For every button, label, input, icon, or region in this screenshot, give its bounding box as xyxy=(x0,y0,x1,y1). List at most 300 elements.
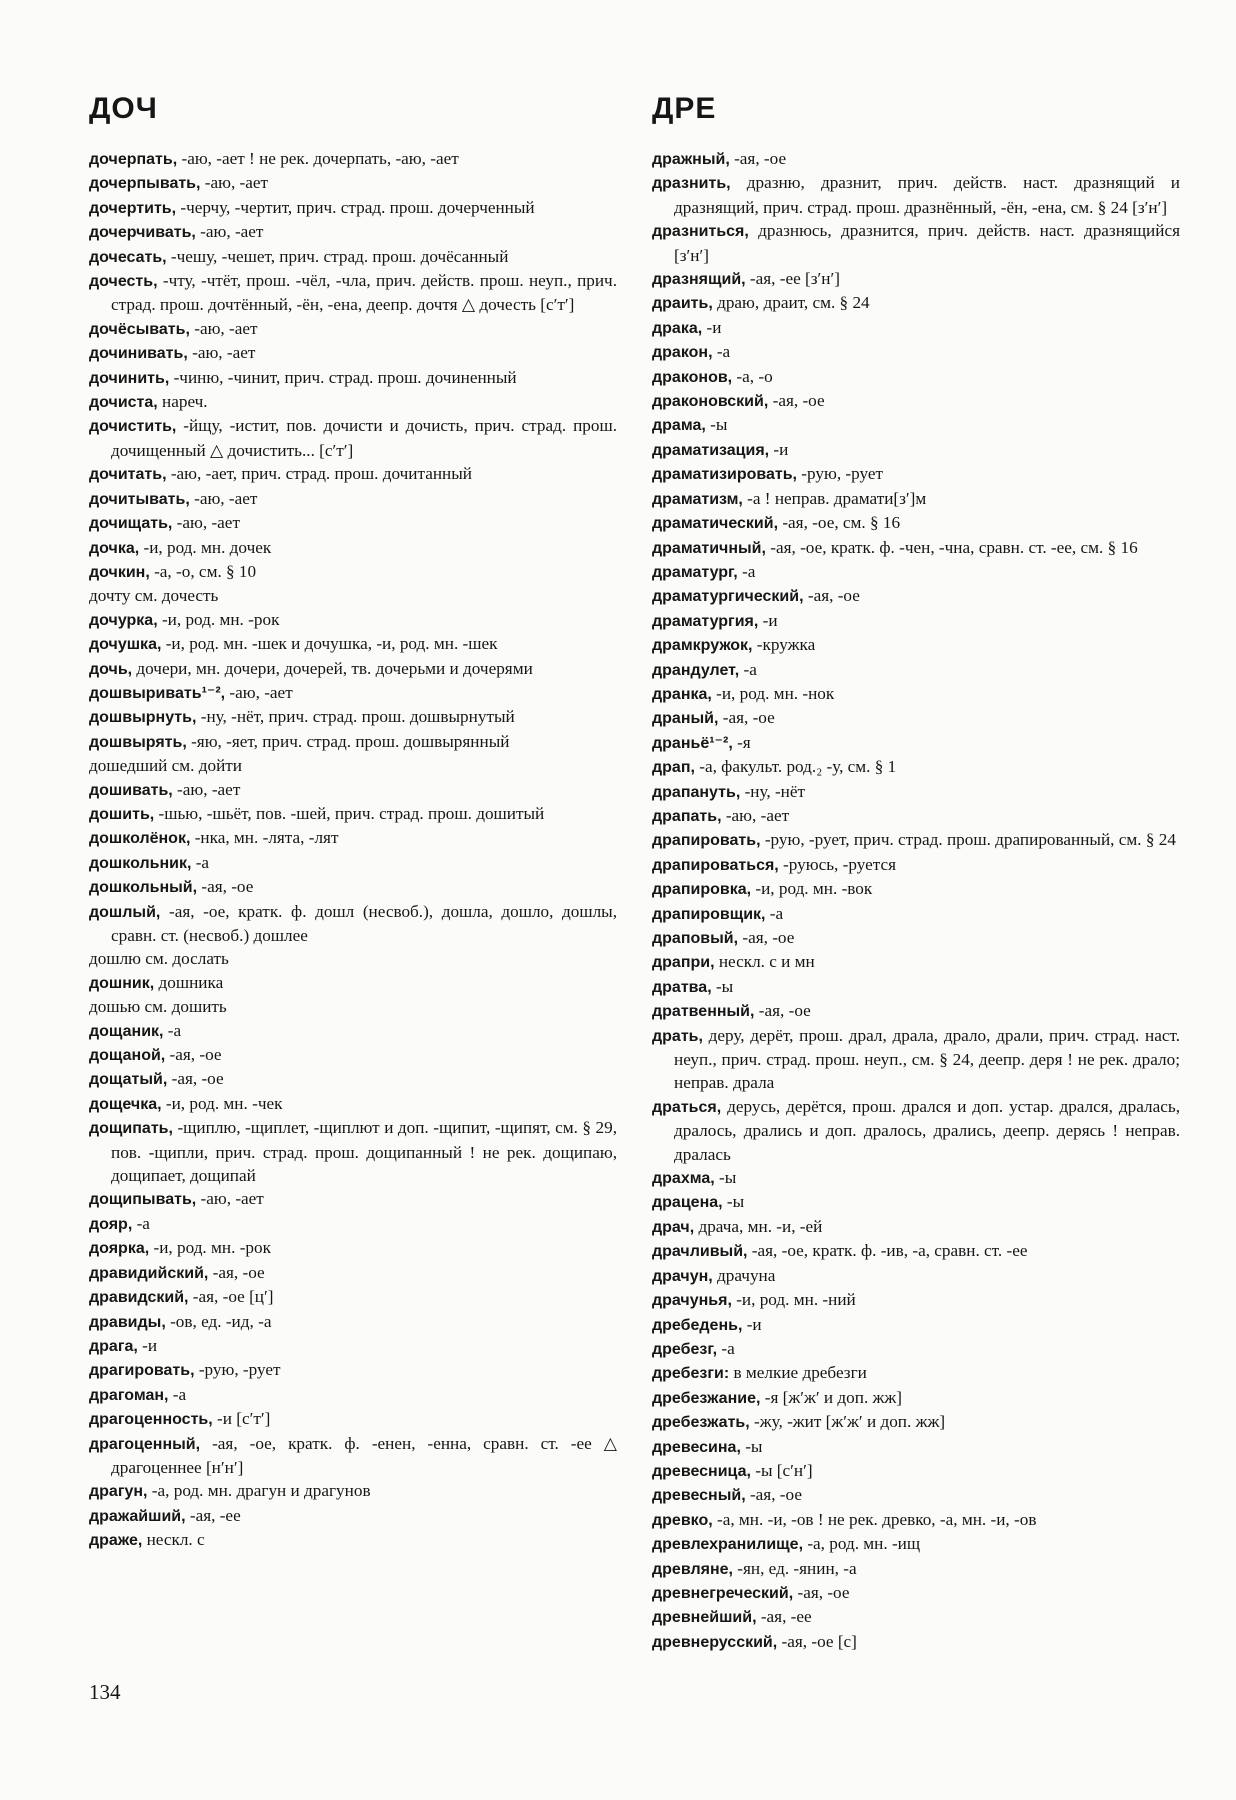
dictionary-entry xyxy=(89,1358,617,1382)
dictionary-entry xyxy=(652,438,1180,462)
entry-text: -ая, -ое [цʹ] xyxy=(188,1287,274,1307)
dictionary-entry xyxy=(652,1630,1180,1654)
entry-text: драчуна xyxy=(712,1265,776,1285)
entry-text: -а xyxy=(168,1384,187,1404)
dictionary-entry xyxy=(652,1239,1180,1263)
entry-text: -ы [сʹнʹ] xyxy=(750,1460,813,1480)
dictionary-entry xyxy=(652,487,1180,511)
entry-text: -и xyxy=(769,439,789,459)
entry-text: -ая, -ое, кратк. ф. дошл (несвоб.), дошла, дошло, дошлы, сравн. ст. (несвоб.) дошлее xyxy=(111,901,617,945)
dictionary-entry xyxy=(652,389,1180,413)
entry-headword: дочёсывать, xyxy=(89,320,190,338)
dictionary-entry xyxy=(89,1479,617,1503)
entry-headword: драматизировать, xyxy=(652,466,797,484)
dictionary-entry xyxy=(89,632,617,656)
dictionary-entry xyxy=(652,926,1180,950)
entry-headword: драч, xyxy=(652,1218,695,1236)
entry-headword: дочь, xyxy=(89,660,133,678)
dictionary-entry xyxy=(652,340,1180,364)
entry-headword: драхма, xyxy=(652,1170,715,1188)
dictionary-entry xyxy=(89,900,617,948)
entry-text: -ая, -ое, кратк. ф. -енен, -енна, сравн. ст. -ее △ драгоценнее [нʹнʹ] xyxy=(111,1433,617,1477)
entry-text: деру, дерёт, прош. драл, драла, драло, драли, прич. страд. наст. неуп., прич. страд. прош. неуп., см. § 24, деепр. деря ! не рек. драло; неправ. драла xyxy=(674,1025,1180,1093)
entry-text: -аю, -ает xyxy=(172,779,241,799)
entry-headword: драться, xyxy=(652,1098,722,1116)
entry-text: -ая, -ое xyxy=(745,1485,802,1505)
dictionary-entry xyxy=(89,608,617,632)
entry-headword: драпировка, xyxy=(652,881,752,899)
dictionary-entry xyxy=(89,875,617,899)
dictionary-entry xyxy=(89,147,617,171)
dictionary-entry xyxy=(652,316,1180,340)
entry-text: -черчу, -чертит, прич. страд. прош. дочерченный xyxy=(176,197,535,217)
dictionary-entry xyxy=(652,682,1180,706)
dictionary-entry xyxy=(89,196,617,220)
dictionary-entry xyxy=(652,171,1180,219)
entry-text: -рую, -рует, прич. страд. прош. драпированный, см. § 24 xyxy=(760,830,1176,850)
dictionary-entry xyxy=(652,1361,1180,1385)
entry-headword: дочушка, xyxy=(89,636,162,654)
entry-text: дочери, мн. дочери, дочерей, тв. дочерьми и дочерями xyxy=(132,658,533,678)
dictionary-entry xyxy=(89,826,617,850)
dictionary-entry xyxy=(89,1261,617,1285)
entry-headword: драка, xyxy=(652,319,703,337)
entry-headword: драп, xyxy=(652,759,695,777)
entry-headword: дражайший, xyxy=(89,1507,186,1525)
entry-text: -а, мн. -и, -ов ! не рек. древко, -а, мн. -и, -ов xyxy=(712,1509,1037,1529)
entry-headword: доярка, xyxy=(89,1240,150,1258)
entry-text: -а, факульт. род.₂ -у, см. § 1 xyxy=(694,757,897,777)
dictionary-entry xyxy=(652,853,1180,877)
entry-headword: дребезжать, xyxy=(652,1414,750,1432)
entry-text: -ая, -ое xyxy=(738,928,795,947)
entry-headword: драконов, xyxy=(652,368,733,386)
entry-text: -нка, мн. -лята, -лят xyxy=(190,828,339,848)
entry-headword: драньё¹⁻², xyxy=(652,734,733,752)
entry-headword: дратва, xyxy=(652,978,712,996)
dictionary-entry xyxy=(89,754,617,777)
dictionary-entry xyxy=(652,877,1180,901)
dictionary-entry xyxy=(652,706,1180,730)
entry-headword: драма, xyxy=(652,417,706,435)
entry-text: -и, род. мн. дочек xyxy=(139,537,272,557)
entry-headword: дочертить, xyxy=(89,199,177,217)
entry-headword: дребезжание, xyxy=(652,1389,761,1407)
entry-headword: дратвенный, xyxy=(652,1003,755,1021)
entry-text: -ая, -ее [зʹнʹ] xyxy=(745,269,840,289)
entry-headword: дошник, xyxy=(89,974,155,992)
entry-headword: драчун, xyxy=(652,1267,713,1285)
entry-headword: дочищать, xyxy=(89,515,173,533)
entry-headword: дравиды, xyxy=(89,1313,166,1331)
entry-headword: древесина, xyxy=(652,1438,741,1456)
entry-headword: драцена, xyxy=(652,1194,723,1212)
entry-text: -ая, -ое xyxy=(167,1069,224,1089)
entry-headword: дощипывать, xyxy=(89,1191,197,1209)
dictionary-entry xyxy=(652,633,1180,657)
entry-text: -я xyxy=(732,732,751,752)
dictionary-entry xyxy=(652,731,1180,755)
entry-headword: драпать, xyxy=(652,807,722,825)
page-header-right: ДРЕ xyxy=(652,92,717,125)
entry-headword: дощаник, xyxy=(89,1022,164,1040)
entry-headword: дошить, xyxy=(89,805,155,823)
dictionary-entry xyxy=(89,730,617,754)
entry-text: -а xyxy=(765,903,784,923)
dictionary-column-right xyxy=(652,147,1180,1654)
dictionary-entry xyxy=(652,1508,1180,1532)
entry-text: дошью см. дошить xyxy=(89,997,227,1017)
dictionary-entry xyxy=(89,414,617,462)
dictionary-entry xyxy=(89,1407,617,1431)
entry-headword: дочка, xyxy=(89,539,140,557)
entry-text: -аю, -ает xyxy=(195,222,264,242)
dictionary-entry xyxy=(652,658,1180,682)
entry-text: -и xyxy=(742,1314,762,1334)
entry-headword: дочкин, xyxy=(89,563,150,581)
entry-text: -рую, -рует xyxy=(194,1360,281,1380)
entry-text: нескл. с xyxy=(142,1530,205,1550)
dictionary-entry xyxy=(652,1337,1180,1361)
page-header-left: ДОЧ xyxy=(89,92,158,125)
entry-headword: дошвыривать¹⁻², xyxy=(89,684,226,702)
dictionary-entry xyxy=(89,947,617,970)
dictionary-entry xyxy=(89,1528,617,1552)
dictionary-entry xyxy=(89,366,617,390)
dictionary-entry xyxy=(652,219,1180,267)
entry-headword: дочурка, xyxy=(89,611,158,629)
dictionary-entry xyxy=(89,487,617,511)
entry-headword: драный, xyxy=(652,710,719,728)
entry-text: -аю, -ает ! не рек. дочерпать, -аю, -ает xyxy=(177,149,459,168)
dictionary-entry xyxy=(89,390,617,414)
entry-text: -ы xyxy=(705,415,728,435)
entry-headword: драпировщик, xyxy=(652,905,766,923)
entry-headword: дранка, xyxy=(652,685,712,703)
entry-text: -ая, -ое, кратк. ф. -ив, -а, сравн. ст. -ее xyxy=(747,1241,1028,1261)
entry-text: -а xyxy=(717,1338,735,1358)
dictionary-entry xyxy=(652,804,1180,828)
dictionary-entry xyxy=(89,511,617,535)
dictionary-entry xyxy=(89,341,617,365)
dictionary-entry xyxy=(89,1334,617,1358)
entry-headword: драповый, xyxy=(652,930,739,947)
entry-headword: дребезги: xyxy=(652,1365,730,1383)
entry-headword: дребедень, xyxy=(652,1316,743,1334)
entry-text: -ая, -ое xyxy=(165,1045,222,1065)
entry-headword: древляне, xyxy=(652,1560,733,1578)
entry-text: -ну, -нёт xyxy=(740,781,806,801)
entry-headword: драчливый, xyxy=(652,1243,748,1261)
entry-text: -а xyxy=(739,659,757,679)
entry-headword: дочитывать, xyxy=(89,490,190,508)
dictionary-entry xyxy=(89,584,617,607)
dictionary-entry xyxy=(652,780,1180,804)
entry-headword: дравидийский, xyxy=(89,1264,209,1282)
entry-text: -ая, -ое xyxy=(768,391,825,411)
entry-headword: драть, xyxy=(652,1027,703,1045)
entry-text: дразнюсь, дразнится, прич. действ. наст. дразнящийся [зʹнʹ] xyxy=(674,221,1180,265)
entry-text: -аю, -ает xyxy=(189,318,258,338)
dictionary-entry xyxy=(89,995,617,1018)
entry-headword: дояр, xyxy=(89,1215,133,1233)
entry-headword: дражный, xyxy=(652,151,730,168)
entry-headword: дошлый, xyxy=(89,903,161,921)
dictionary-entry xyxy=(652,999,1180,1023)
dictionary-entry xyxy=(652,1095,1180,1166)
entry-text: -кружка xyxy=(752,635,816,655)
dictionary-entry xyxy=(89,1383,617,1407)
entry-headword: драить, xyxy=(652,295,713,313)
entry-text: -ы xyxy=(714,1168,737,1188)
entry-headword: дочерчивать, xyxy=(89,224,196,242)
entry-text: -чту, -чтёт, прош. -чёл, -чла, прич. действ. прош. неуп., прич. страд. прош. дочтённый, -ён, -ена, деепр. дочтя △ дочесть [сʹтʹ] xyxy=(111,271,617,315)
entry-text: -и [сʹтʹ] xyxy=(212,1409,271,1429)
dictionary-entry xyxy=(89,1310,617,1334)
entry-text: нескл. с и мн xyxy=(714,952,815,972)
entry-headword: дошвырнуть, xyxy=(89,709,197,727)
dictionary-entry xyxy=(652,511,1180,535)
dictionary-entry xyxy=(89,705,617,729)
dictionary-entry xyxy=(652,755,1180,779)
entry-headword: драндулет, xyxy=(652,661,740,679)
dictionary-entry xyxy=(652,1557,1180,1581)
entry-text: -шью, -шьёт, пов. -шей, прич. страд. прош. дошитый xyxy=(154,803,545,823)
entry-text: нареч. xyxy=(157,392,208,412)
entry-text: драю, драит, см. § 24 xyxy=(712,293,870,313)
dictionary-entry xyxy=(652,1264,1180,1288)
entry-headword: дочиста, xyxy=(89,394,158,412)
dictionary-entry xyxy=(652,1288,1180,1312)
entry-text: -а xyxy=(737,561,756,581)
entry-text: -аю, -ает xyxy=(187,343,256,363)
entry-text: -а, -о xyxy=(732,366,773,386)
entry-text: -аю, -ает xyxy=(196,1189,264,1209)
dictionary-entry xyxy=(652,1532,1180,1556)
page-number: 134 xyxy=(89,1680,121,1704)
dictionary-entry xyxy=(652,1215,1180,1239)
entry-text: -а xyxy=(132,1213,150,1233)
entry-headword: дощипать, xyxy=(89,1120,173,1138)
entry-text: -и, род. мн. -рок xyxy=(157,609,280,629)
dictionary-entry xyxy=(652,1459,1180,1483)
entry-text: -йщу, -истит, пов. дочисти и дочисть, прич. страд. прош. дочищенный △ дочистить... [сʹтʹ] xyxy=(111,416,617,460)
entry-text: дерусь, дерётся, прош. дрался и доп. устар. дрался, дралась, дралось, дрались и доп. дралось, дрались, деепр. дерясь ! неправ. дралась xyxy=(674,1096,1180,1164)
dictionary-entry xyxy=(89,245,617,269)
dictionary-entry xyxy=(89,560,617,584)
entry-text: -ая, -ое xyxy=(197,877,254,897)
entry-text: дошлю см. дослать xyxy=(89,949,229,969)
entry-headword: дощечка, xyxy=(89,1095,162,1113)
entry-headword: дощатый, xyxy=(89,1071,168,1089)
entry-text: -аю, -ает xyxy=(189,488,258,508)
entry-text: дошедший см. дойти xyxy=(89,756,242,776)
entry-text: -и, род. мн. -шек и дочушка, -и, род. мн. -шек xyxy=(161,634,498,654)
dictionary-entry xyxy=(89,1187,617,1211)
entry-text: -ая, -ее xyxy=(185,1505,241,1525)
entry-text: -рую, -рует xyxy=(797,464,884,484)
entry-text: -ая, -ое xyxy=(793,1582,850,1602)
dictionary-entry xyxy=(652,1581,1180,1605)
entry-text: -ы xyxy=(740,1436,763,1456)
dictionary-entry xyxy=(652,584,1180,608)
dictionary-entry xyxy=(89,317,617,341)
entry-headword: драматургия, xyxy=(652,612,759,630)
dictionary-entry xyxy=(652,413,1180,437)
entry-text: -яю, -яет, прич. страд. прош. дошвырянный xyxy=(186,731,510,751)
entry-text: -ая, -ое xyxy=(718,708,775,728)
dictionary-entry xyxy=(652,828,1180,852)
dictionary-entry xyxy=(652,462,1180,486)
dictionary-entry xyxy=(652,560,1180,584)
dictionary-entry xyxy=(652,1605,1180,1629)
entry-headword: дочерпывать, xyxy=(89,175,201,193)
entry-headword: дошвырять, xyxy=(89,733,187,751)
entry-headword: драгоман, xyxy=(89,1386,169,1404)
entry-headword: драга, xyxy=(89,1337,138,1355)
entry-headword: дребезг, xyxy=(652,1340,718,1358)
dictionary-entry xyxy=(652,291,1180,315)
entry-headword: древесница, xyxy=(652,1462,751,1480)
entry-headword: дочесать, xyxy=(89,248,167,266)
entry-text: дочту см. дочесть xyxy=(89,586,219,606)
entry-headword: дочистить, xyxy=(89,418,177,436)
entry-text: -ян, ед. -янин, -а xyxy=(732,1558,857,1578)
entry-text: -а xyxy=(191,852,210,872)
entry-text: -ы xyxy=(722,1192,745,1212)
entry-headword: драже, xyxy=(89,1532,143,1550)
entry-headword: драматург, xyxy=(652,563,738,581)
entry-headword: дошкольный, xyxy=(89,879,198,897)
entry-headword: дошколёнок, xyxy=(89,830,191,848)
entry-headword: драматизация, xyxy=(652,441,770,459)
entry-text: -ая, -ое xyxy=(754,1001,811,1021)
dictionary-entry xyxy=(89,462,617,486)
dictionary-entry xyxy=(652,975,1180,999)
entry-headword: дразнить, xyxy=(652,175,731,193)
dictionary-entry xyxy=(652,902,1180,926)
dictionary-entry xyxy=(652,1435,1180,1459)
entry-headword: дошивать, xyxy=(89,781,173,799)
entry-text: -руюсь, -руется xyxy=(778,854,896,874)
entry-text: -ая, -ее xyxy=(756,1607,812,1627)
entry-text: -ая, -ое [с] xyxy=(777,1631,857,1651)
entry-headword: дравидский, xyxy=(89,1289,189,1307)
entry-text: -а, -о, см. § 10 xyxy=(149,561,257,581)
dictionary-entry xyxy=(652,1313,1180,1337)
dictionary-entry xyxy=(652,950,1180,974)
entry-text: -аю, -ает, прич. страд. прош. дочитанный xyxy=(166,464,472,484)
dictionary-entry xyxy=(89,1212,617,1236)
dictionary-entry xyxy=(652,536,1180,560)
dictionary-entry xyxy=(89,536,617,560)
entry-headword: драконовский, xyxy=(652,393,769,411)
entry-headword: драгоценность, xyxy=(89,1411,213,1429)
dictionary-entry xyxy=(89,657,617,681)
entry-text: -а xyxy=(163,1020,182,1040)
dictionary-entry xyxy=(652,609,1180,633)
dictionary-entry xyxy=(89,802,617,826)
entry-headword: древлехранилище, xyxy=(652,1536,804,1554)
entry-headword: дракон, xyxy=(652,344,713,362)
entry-headword: драмкружок, xyxy=(652,637,753,655)
entry-text: в мелкие дребезги xyxy=(729,1363,867,1383)
entry-text: -ая, -ое xyxy=(803,586,860,606)
entry-text: -я [жʹжʹ и доп. жж] xyxy=(760,1387,903,1407)
entry-text: -аю, -ает xyxy=(721,805,790,825)
dictionary-entry xyxy=(89,778,617,802)
dictionary-entry xyxy=(652,1190,1180,1214)
entry-headword: драпри, xyxy=(652,954,715,972)
entry-text: -и xyxy=(702,317,722,337)
entry-text: -а ! неправ. драмати[зʹ]м xyxy=(742,488,927,508)
dictionary-entry xyxy=(652,1386,1180,1410)
entry-headword: дочинить, xyxy=(89,369,170,387)
entry-text: -чиню, -чинит, прич. страд. прош. дочиненный xyxy=(169,367,517,387)
dictionary-entry xyxy=(89,681,617,705)
entry-headword: древнегреческий, xyxy=(652,1584,794,1602)
dictionary-entry xyxy=(89,1285,617,1309)
dictionary-entry xyxy=(652,1166,1180,1190)
dictionary-entry xyxy=(89,1067,617,1091)
entry-headword: древнейший, xyxy=(652,1609,757,1627)
dictionary-column-left xyxy=(89,147,617,1553)
entry-text: -а, род. мн. драгун и драгунов xyxy=(147,1481,371,1501)
entry-text: -щиплю, -щиплет, -щиплют и доп. -щипит, -щипят, см. § 29, пов. -щипли, прич. страд. прош. дощипанный ! не рек. дощипаю, дощипает, дощипай xyxy=(111,1118,617,1186)
entry-headword: дошкольник, xyxy=(89,854,192,872)
entry-text: -ы xyxy=(711,976,734,996)
entry-text: -аю, -ает xyxy=(172,513,240,533)
dictionary-entry xyxy=(89,1092,617,1116)
dictionary-entry xyxy=(89,1043,617,1067)
entry-text: -ая, -ое xyxy=(729,149,787,168)
entry-headword: дразнящий, xyxy=(652,271,746,289)
entry-text: -ая, -ое, см. § 16 xyxy=(778,513,901,533)
dictionary-entry xyxy=(89,1019,617,1043)
dictionary-entry xyxy=(652,267,1180,291)
entry-text: -а xyxy=(712,342,731,362)
entry-headword: драчунья, xyxy=(652,1292,732,1310)
entry-headword: драгировать, xyxy=(89,1362,195,1380)
dictionary-entry xyxy=(89,1504,617,1528)
entry-headword: драматический, xyxy=(652,515,779,533)
entry-text: -ов, ед. -ид, -а xyxy=(165,1311,272,1331)
entry-text: -и, род. мн. -нок xyxy=(711,683,835,703)
entry-headword: драгун, xyxy=(89,1483,148,1501)
dictionary-entry xyxy=(89,171,617,195)
entry-text: -и xyxy=(137,1335,158,1355)
dictionary-entry xyxy=(652,365,1180,389)
entry-headword: дочитать, xyxy=(89,466,167,484)
entry-headword: дочесть, xyxy=(89,273,158,291)
dictionary-entry xyxy=(652,1483,1180,1507)
entry-text: -ну, -нёт, прич. страд. прош. дошвырнутый xyxy=(196,707,515,727)
entry-text: -и, род. мн. -вок xyxy=(751,879,873,899)
entry-text: -ая, -ое, кратк. ф. -чен, -чна, сравн. ст. -ее, см. § 16 xyxy=(765,537,1138,557)
entry-headword: дочинивать, xyxy=(89,345,188,363)
entry-text: -жу, -жит [жʹжʹ и доп. жж] xyxy=(749,1412,946,1432)
entry-headword: драпироваться, xyxy=(652,856,779,874)
entry-headword: дразниться, xyxy=(652,223,749,241)
entry-text: -и, род. мн. -чек xyxy=(161,1093,283,1113)
entry-headword: драпировать, xyxy=(652,832,761,850)
entry-text: дразню, дразнит, прич. действ. наст. дразнящий и дразнящий, прич. страд. прош. дразнённый, -ён, -ена, см. § 24 [зʹнʹ] xyxy=(674,173,1180,217)
entry-text: -чешу, -чешет, прич. страд. прош. дочёсанный xyxy=(166,246,509,266)
dictionary-entry xyxy=(89,269,617,317)
entry-text: дошника xyxy=(154,972,224,992)
entry-text: -аю, -ает xyxy=(225,682,293,702)
entry-headword: драматургический, xyxy=(652,588,804,606)
